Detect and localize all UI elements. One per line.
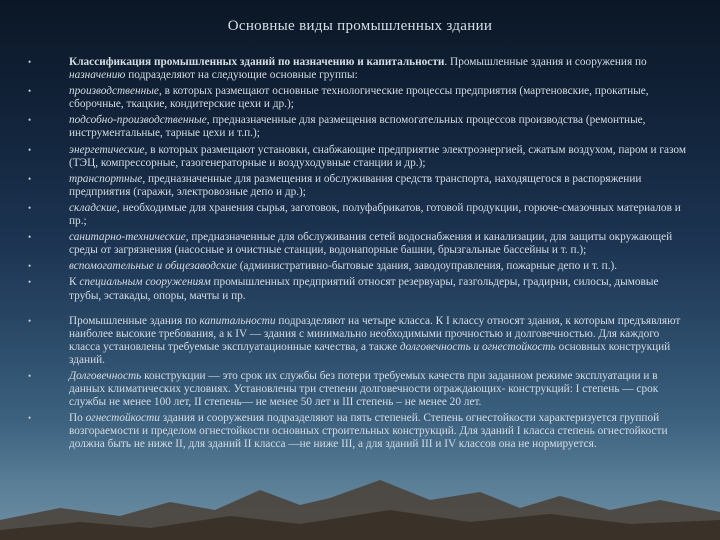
italic-term: вспомогательные и общезаводские <box>69 260 237 273</box>
list-item <box>28 173 688 199</box>
text-run: . Промышленные здания и сооружения по <box>444 56 647 68</box>
text-run: подразделяют на четыре класса. К I классу относят здания, к которым предъявляют наиболее высокие требования, а к IV — здания с минимально необходимыми прочностью и долговечностью. Для каждого класса установлены требуемые эксплуатационные качества, а также <box>69 314 681 353</box>
text-run: основных конструкций зданий. <box>69 340 671 366</box>
bullet-icon: • <box>28 115 32 126</box>
list-item <box>28 85 688 111</box>
list-item <box>28 144 688 170</box>
list-item <box>28 315 688 367</box>
italic-term: специальным сооружениям <box>79 276 211 289</box>
italic-term: долговечность и огнестойкость <box>399 340 556 353</box>
italic-term: капитальности <box>199 314 276 327</box>
bullet-list <box>28 56 688 455</box>
text-run: подразделяют на следующие основные группы: <box>125 69 358 82</box>
bullet-icon: • <box>28 173 32 184</box>
bullet-icon: • <box>28 370 32 381</box>
list-item <box>28 370 688 409</box>
text-run: , предназначенные для размещения вспомогательных процессов производства (ремонтные, инструментальные, тарные цехи и т.п.); <box>69 114 646 140</box>
text-run: здания и сооружения подразделяют на пять степеней. Степень огнестойкости характеризуется группой возгораемости и пределом огнестойкости основных строительных конструкций. Для зданий I класса степень огнестойкости должна быть не ниже II, для зданий II класса —не ниже III, а для зданий III и IV классов она не нормируется. <box>69 412 668 451</box>
bullet-icon: • <box>28 144 32 155</box>
italic-term: назначению <box>69 69 126 82</box>
italic-term: огнестойкости <box>85 412 160 425</box>
text-run: Промышленные здания по <box>69 314 200 327</box>
italic-term: производственные <box>69 85 159 98</box>
text-run: , в которых размещают основные технологические процессы предприятия (мартеновские, прокатные, сборочные, ткацкие, кондитерские цехи и др.); <box>69 85 649 111</box>
list-item <box>28 202 688 228</box>
text-run: , предназначенные для размещения и обслуживания средств транспорта, находящегося в распоряжении предприятия (гаражи, электровозные депо и др.); <box>69 172 642 198</box>
text-run: , предназначенные для обслуживания сетей водоснабжения и канализации, для защиты окружающей среды от загрязнения (насосные и очистные станции, водонапорные башни, брызгальные бассейны и т. п.); <box>69 231 673 257</box>
text-run: По <box>69 412 86 425</box>
bullet-icon: • <box>28 86 32 97</box>
bullet-icon: • <box>28 261 32 272</box>
list-item <box>28 231 688 257</box>
italic-term: складские <box>69 201 117 214</box>
text-run: (административно-бытовые здания, заводоуправления, пожарные депо и т. п.). <box>236 260 618 273</box>
list-item <box>28 56 688 82</box>
bullet-icon: • <box>28 277 32 288</box>
italic-term: транспортные <box>69 172 143 185</box>
bullet-icon: • <box>28 57 32 67</box>
bold-text: Классификация промышленных зданий по назначению и капитальности <box>69 56 445 68</box>
mountain-silhouette <box>0 450 720 540</box>
slide-title: Основные виды промышленных здании <box>227 18 493 34</box>
list-item <box>28 276 688 302</box>
italic-term: Долговечность <box>69 369 142 382</box>
bullet-icon: • <box>28 202 32 213</box>
bullet-icon: • <box>28 413 32 424</box>
italic-term: санитарно-технические <box>69 231 186 244</box>
list-item <box>28 260 688 273</box>
list-item <box>28 114 688 140</box>
text-run: , необходимые для хранения сырья, заготовок, полуфабрикатов, готовой продукции, горюче-смазочных материалов и пр.; <box>69 201 681 228</box>
text-run: конструкции — это срок их службы без потери требуемых качеств при заданном режиме эксплуатации и в данных климатических условиях. Установлены три степени долговечности ограждающих- конструкций: I степень — срок службы не менее 100 лет, II степень— не менее 50 лет и III степень – не менее 20 лет. <box>69 369 659 409</box>
bullet-icon: • <box>28 232 32 243</box>
italic-term: подсобно-производственные <box>69 114 207 127</box>
italic-term: энергетические <box>69 143 145 156</box>
bullet-icon: • <box>28 315 32 326</box>
text-run: К <box>69 276 80 289</box>
text-run: промышленных предприятий относят резервуары, газгольдеры, градирни, силосы, дымовые трубы, эстакады, опоры, мачты и пр. <box>69 276 659 302</box>
text-run: , в которых размещают установки, снабжающие предприятие электроэнергией, сжатым воздухом, паром и газом (ТЭЦ, компрессорные, газогенераторные и воздуходувные станции и др.); <box>69 143 686 169</box>
list-item <box>28 412 688 451</box>
